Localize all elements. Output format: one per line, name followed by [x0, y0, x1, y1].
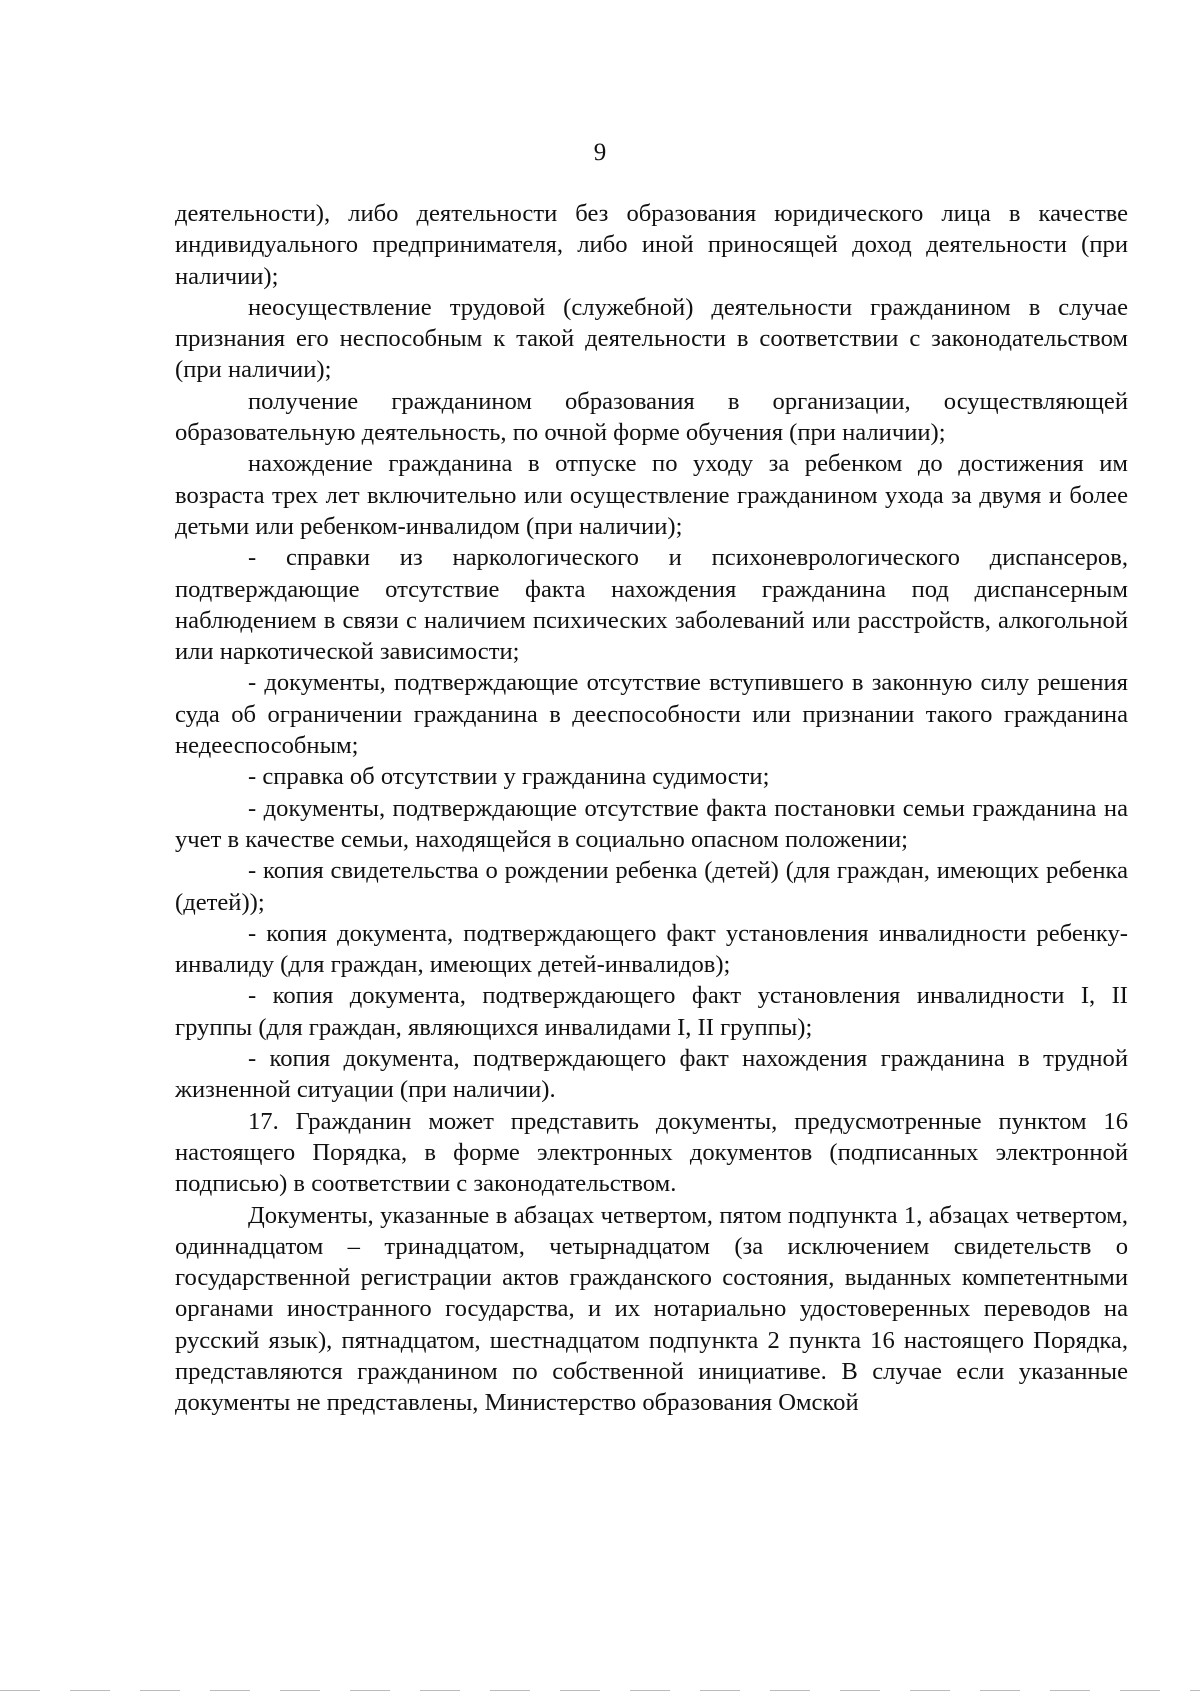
paragraph-criminal-record: - справка об отсутствии у гражданина судимости; — [248, 763, 770, 791]
paragraph-hardship: - копия документа, подтверждающего факт нахождения гражданина в трудной жизненной ситуации (при наличии). — [175, 1045, 1128, 1104]
paragraph-family-registration: - документы, подтверждающие отсутствие факта постановки семьи гражданина на учет в качестве семьи, находящейся в социально опасном положении; — [175, 794, 1128, 853]
paragraph-court-decision: - документы, подтверждающие отсутствие вступившего в законную силу решения суда об ограничении гражданина в дееспособности или признании такого гражданина недееспособным; — [175, 669, 1128, 760]
paragraph-birth-certificate: - копия свидетельства о рождении ребенка (детей) (для граждан, имеющих ребенка (детей)); — [175, 857, 1128, 916]
paragraph-parental-leave: нахождение гражданина в отпуске по уходу за ребенком до достижения им возраста трех лет включительно или осуществление гражданином ухода за двумя и более детьми или ребенком-инвалидом (при наличии); — [175, 450, 1128, 540]
paragraph-continuation: деятельности), либо деятельности без образования юридического лица в качестве индивидуального предпринимателя, либо иной приносящей доход деятельности (при наличии); — [175, 200, 1128, 290]
page-number: 9 — [593, 139, 607, 166]
paragraph-labor-activity: неосуществление трудовой (служебной) деятельности гражданином в случае признания его неспособным к такой деятельности в соответствии с законодательством (при наличии); — [175, 293, 1128, 384]
document-body — [175, 198, 1128, 1419]
paragraph-child-disability: - копия документа, подтверждающего факт установления инвалидности ребенку-инвалиду (для граждан, имеющих детей-инвалидов); — [175, 919, 1128, 979]
paragraph-dispensary-certificates: - справки из наркологического и психоневрологического диспансеров, подтверждающие отсутствие факта нахождения гражданина под диспансерным наблюдением в связи с наличием психических заболеваний или расстройств, алкогольной или наркотической зависимости; — [175, 544, 1128, 666]
paragraph-item-17: 17. Гражданин может представить документы, предусмотренные пунктом 16 настоящего Порядка, в форме электронных документов (подписанных электронной подписью) в соответствии с законодательством. — [175, 1107, 1128, 1198]
paragraph-disability-group: - копия документа, подтверждающего факт установления инвалидности I, II группы (для граждан, являющихся инвалидами I, II группы); — [175, 982, 1128, 1041]
paragraph-education: получение гражданином образования в организации, осуществляющей образовательную деятельность, по очной форме обучения (при наличии); — [175, 387, 1128, 447]
paragraph-documents-initiative: Документы, указанные в абзацах четвертом, пятом подпункта 1, абзацах четвертом, одиннадцатом – тринадцатом, четырнадцатом (за исключением свидетельств о государственной регистрации актов гражданского состояния, выданных компетентными органами иностранного государства, и их нотариально удостоверенных переводов на русский язык), пятнадцатом, шестнадцатом подпункта 2 пункта 16 настоящего Порядка, представляются гражданином по собственной инициативе. В случае если указанные документы не представлены, Министерство образования Омской — [175, 1201, 1128, 1417]
scan-bottom-edge — [0, 1690, 1200, 1691]
